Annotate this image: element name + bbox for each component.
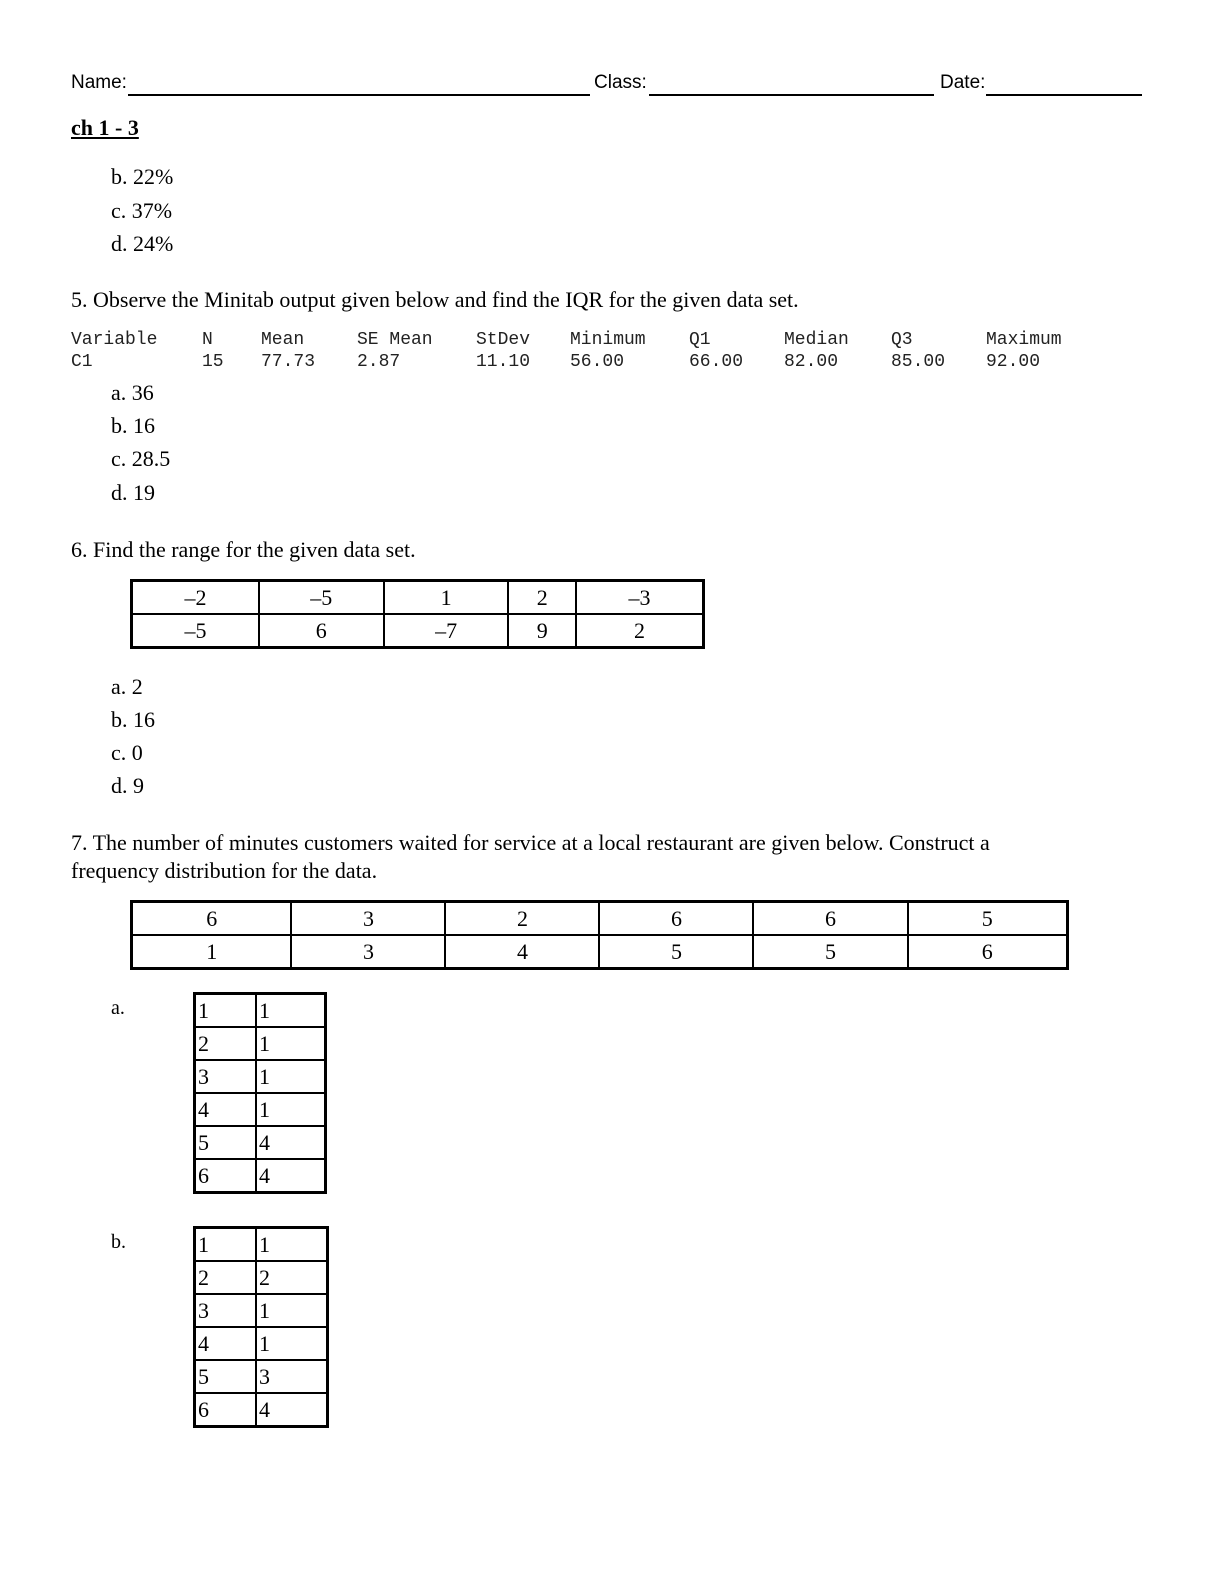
table-cell: 3: [195, 1060, 257, 1093]
table-cell: –3: [576, 581, 703, 615]
minitab-value: 82.00: [784, 352, 839, 372]
q6-option-a: a. 2: [111, 674, 143, 699]
minitab-header: Minimum: [570, 330, 646, 350]
table-cell: 1: [256, 1294, 328, 1327]
name-label: Name:: [71, 72, 127, 93]
table-cell: 1: [256, 1093, 326, 1126]
table-row: [195, 1327, 328, 1360]
minitab-value: 2.87: [357, 352, 401, 372]
table-cell: 2: [256, 1261, 328, 1294]
table-cell: –5: [132, 614, 259, 648]
table-cell: 1: [256, 994, 326, 1028]
q7-text-line2: frequency distribution for the data.: [71, 858, 378, 883]
section-title: ch 1 - 3: [71, 115, 139, 140]
table-cell: 2: [445, 902, 599, 936]
table-cell: –5: [259, 581, 384, 615]
table-cell: 4: [445, 935, 599, 969]
table-row: [195, 994, 326, 1028]
table-row: [195, 1393, 328, 1427]
table-cell: –7: [384, 614, 509, 648]
minitab-value: 66.00: [689, 352, 744, 372]
table-cell: 6: [753, 902, 907, 936]
table-cell: 1: [195, 1228, 257, 1262]
table-cell: 3: [256, 1360, 328, 1393]
table-cell: 4: [256, 1126, 326, 1159]
table-cell: 1: [256, 1027, 326, 1060]
q4-option-b: b. 22%: [111, 164, 174, 189]
q7-data-table: [130, 900, 1069, 970]
table-row: [195, 1294, 328, 1327]
table-cell: 3: [195, 1294, 257, 1327]
q7-option-a-label: a.: [111, 997, 125, 1019]
name-line[interactable]: [128, 94, 590, 96]
table-cell: 4: [195, 1327, 257, 1360]
minitab-header: Q3: [891, 330, 913, 350]
q4-option-d: d. 24%: [111, 231, 174, 256]
minitab-header: Mean: [261, 330, 305, 350]
table-cell: 3: [291, 935, 445, 969]
q5-text: 5. Observe the Minitab output given below and find the IQR for the given data set.: [71, 287, 799, 312]
q4-option-c: c. 37%: [111, 198, 173, 223]
minitab-header: SE Mean: [357, 330, 433, 350]
table-cell: 4: [256, 1159, 326, 1193]
table-row: [195, 1159, 326, 1193]
table-cell: 3: [291, 902, 445, 936]
class-label: Class:: [594, 72, 647, 93]
minitab-header: N: [202, 330, 213, 350]
table-cell: 1: [256, 1060, 326, 1093]
table-cell: 6: [599, 902, 753, 936]
q7-option-b-label: b.: [111, 1231, 126, 1253]
q7-option-a-table: [193, 992, 327, 1194]
table-cell: 5: [908, 902, 1068, 936]
minitab-header: Variable: [71, 330, 158, 350]
q7-option-b-table: [193, 1226, 329, 1428]
table-row: [195, 1360, 328, 1393]
table-cell: 4: [256, 1393, 328, 1427]
table-row: [195, 1093, 326, 1126]
table-cell: 6: [132, 902, 292, 936]
table-row: [195, 1228, 328, 1262]
minitab-value: 56.00: [570, 352, 625, 372]
q6-text: 6. Find the range for the given data set.: [71, 537, 416, 562]
table-row: [195, 1126, 326, 1159]
q6-option-d: d. 9: [111, 773, 144, 798]
table-cell: 2: [195, 1261, 257, 1294]
table-cell: 2: [508, 581, 576, 615]
minitab-header: Median: [784, 330, 849, 350]
table-row: [195, 1027, 326, 1060]
minitab-header: StDev: [476, 330, 531, 350]
minitab-value: 15: [202, 352, 224, 372]
minitab-header: Maximum: [986, 330, 1062, 350]
table-cell: 2: [576, 614, 703, 648]
q6-option-c: c. 0: [111, 740, 143, 765]
table-row: [132, 581, 704, 615]
date-line[interactable]: [986, 94, 1142, 96]
table-cell: 1: [256, 1228, 328, 1262]
table-row: [195, 1261, 328, 1294]
table-cell: –2: [132, 581, 259, 615]
table-cell: 2: [195, 1027, 257, 1060]
table-cell: 6: [259, 614, 384, 648]
q5-option-a: a. 36: [111, 380, 154, 405]
table-cell: 9: [508, 614, 576, 648]
table-cell: 5: [753, 935, 907, 969]
q7-text-line1: 7. The number of minutes customers waited for service at a local restaurant are given below. Construct a: [71, 830, 990, 855]
minitab-value: 92.00: [986, 352, 1041, 372]
table-cell: 5: [599, 935, 753, 969]
minitab-value: 11.10: [476, 352, 531, 372]
table-cell: 5: [195, 1126, 257, 1159]
table-cell: 6: [195, 1393, 257, 1427]
date-label: Date:: [940, 72, 986, 93]
q6-data-table: [130, 579, 705, 649]
table-cell: 1: [384, 581, 509, 615]
q5-option-d: d. 19: [111, 480, 155, 505]
q6-option-b: b. 16: [111, 707, 155, 732]
table-row: [195, 1060, 326, 1093]
table-cell: 1: [132, 935, 292, 969]
q5-option-c: c. 28.5: [111, 446, 171, 471]
minitab-value: 77.73: [261, 352, 316, 372]
table-cell: 4: [195, 1093, 257, 1126]
table-cell: 6: [195, 1159, 257, 1193]
table-cell: 1: [195, 994, 257, 1028]
table-row: [132, 902, 1068, 936]
table-cell: 1: [256, 1327, 328, 1360]
minitab-header: Q1: [689, 330, 711, 350]
table-row: [132, 935, 1068, 969]
table-cell: 5: [195, 1360, 257, 1393]
minitab-value: 85.00: [891, 352, 946, 372]
table-row: [132, 614, 704, 648]
class-line[interactable]: [649, 94, 934, 96]
q5-option-b: b. 16: [111, 413, 155, 438]
table-cell: 6: [908, 935, 1068, 969]
minitab-value: C1: [71, 352, 93, 372]
